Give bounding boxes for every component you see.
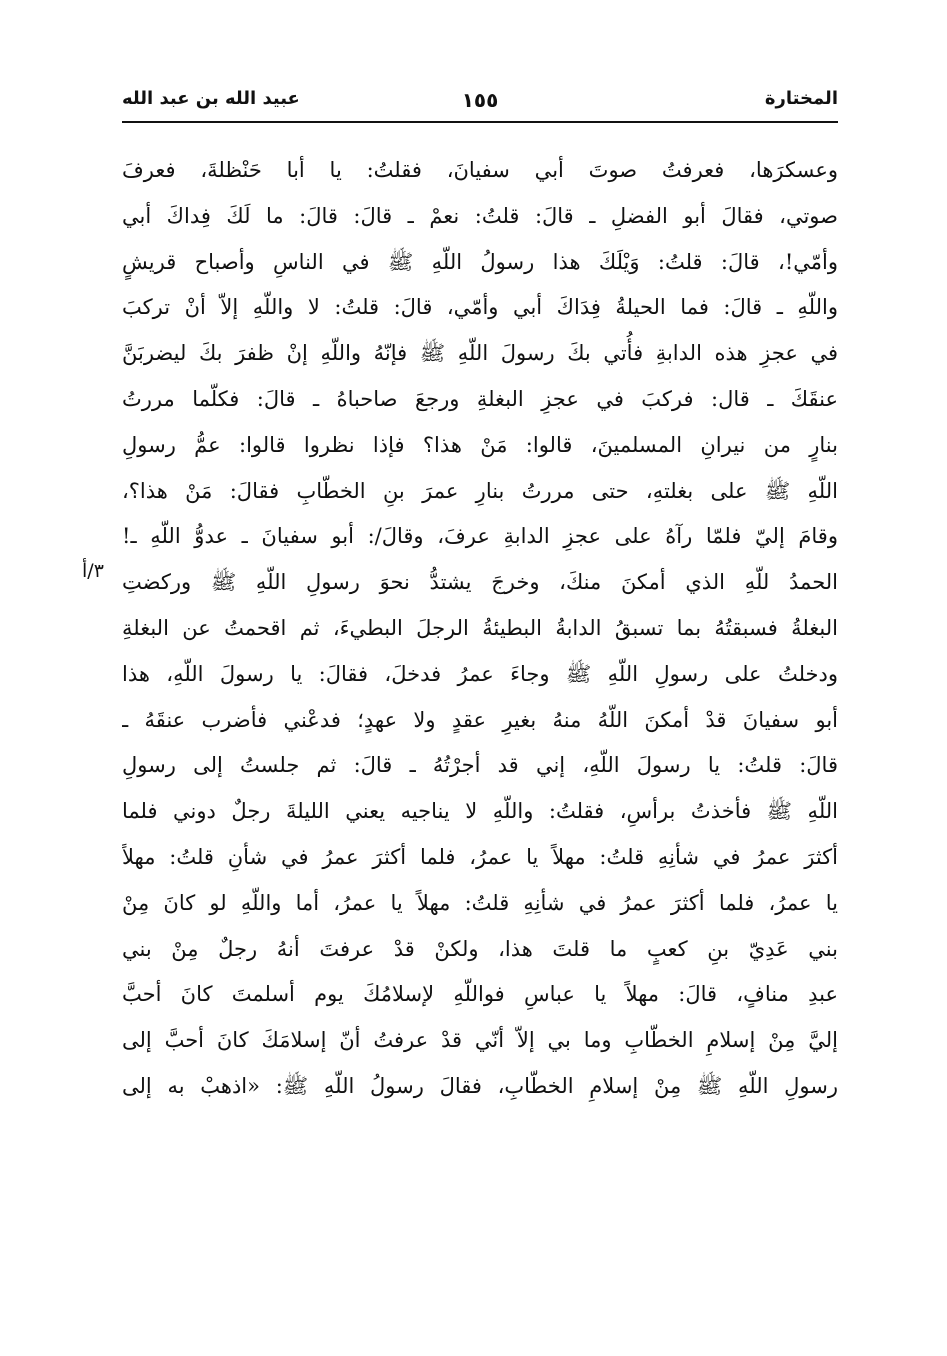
text-line: واللّهِ ـ قالَ: فما الحيلةُ فِدَاكَ أبي وأمّي، قالَ: قلتُ: لا واللّهِ إلاّ أنْ تركبَ: [122, 295, 838, 320]
text-line: يا عمرُ، فلما أكثرَ عمرُ في شأنِهِ قلتُ: مهلاً يا عمرُ، أما واللّهِ لو كانَ مِنْ: [122, 890, 838, 915]
text-line: الحمدُ للّهِ الذي أمكنَ منكَ، وخرجَ يشتدُّ نحوَ رسولِ اللّهِ ﷺ وركضتِ: [122, 570, 838, 595]
text-line: اللّهِ ﷺ على بغلتهِ، حتى مررتُ بنارِ عمرَ بنِ الخطّابِ فقالَ: مَنْ هذا؟،: [122, 478, 838, 503]
text-line: بنارٍ من نيرانِ المسلمينَ، قالوا: مَنْ هذا؟ فإذا نظروا قالوا: عمُّ رسولِ: [122, 432, 838, 457]
text-line: صوتي، فقالَ أبو الفضلِ ـ قالَ: قلتُ: نعمْ ـ قالَ: قالَ: ما لَكَ فِداكَ أبي: [122, 203, 838, 228]
book-title: المختارة: [764, 88, 838, 109]
header-divider: [122, 121, 838, 123]
text-line: أبو سفيانَ قدْ أمكنَ اللّهُ منهُ بغيرِ عقدٍ ولا عهدٍ؛ فدعْني فأضرب عنقَهُ ـ: [122, 707, 838, 732]
margin-note: ٣/أ: [82, 560, 104, 582]
text-line: ودخلتُ على رسولِ اللّهِ ﷺ وجاءَ عمرُ فدخلَ، فقالَ: يا رسولَ اللّهِ، هذا: [122, 661, 838, 686]
text-line: وقامَ إليّ فلمّا رآهُ على عجزِ الدابةِ عرفَ، وقالَ/: أبو سفيانَ ـ عدوُّ اللّهِ ـ!: [122, 524, 838, 549]
page-header: [122, 82, 838, 118]
text-line: اللّهِ ﷺ فأخذتُ برأسِ، فقلتُ: واللّهِ لا يناجيه يعني الليلةَ رجلٌ دوني فلما: [122, 799, 838, 824]
text-line: رسولِ اللّهِ ﷺ مِنْ إسلامِ الخطّابِ، فقالَ رسولُ اللّهِ ﷺ: «اذهبْ به إلى: [122, 1073, 838, 1098]
author-name: عبيد الله بن عبد الله: [122, 88, 300, 109]
text-line: قالَ: قلتُ: يا رسولَ اللّهِ، إني قد أجرْتُهُ ـ قالَ: ثم جلستُ إلى رسولِ: [122, 753, 838, 778]
text-line: البغلةُ فسبقتُهُ بما تسبقُ الدابةُ البطيئةُ الرجلَ البطيءَ، ثم اقحمتُ عن البغلةِ: [122, 615, 838, 640]
text-line: أكثرَ عمرُ في شأنِهِ قلتُ: مهلاً يا عمرُ، فلما أكثرَ عمرُ في شأنِ قلتُ: مهلاً: [122, 844, 838, 869]
text-line: عنقَكَ ـ قال: فركبَ في عجزِ البغلةِ ورجعَ صاحباهُ ـ قالَ: فكلّما مررتُ: [122, 386, 838, 411]
body-text: [122, 148, 838, 1110]
text-line: وأمّي!، قالَ: قلتُ: وَيْلَكَ هذا رسولُ اللّهِ ﷺ في الناسِ وأصباح قريشٍ: [122, 249, 838, 274]
text-line: عبدِ منافٍ، قالَ: مهلاً يا عباسِ فواللّهِ لإسلامُكَ يوم أسلمتَ كانَ أحبَّ: [122, 982, 838, 1007]
text-line: إليَّ مِنْ إسلامِ الخطّابِ وما بي إلاّ أنّي قدْ عرفتُ أنّ إسلامَكَ كانَ أحبَّ إلى: [122, 1028, 838, 1053]
text-line: وعسكرَها، فعرفتُ صوتَ أبي سفيانَ، فقلتُ: يا أبا حَنْظلةَ، فعرفَ: [122, 158, 838, 182]
page-number: ١٥٥: [461, 88, 499, 112]
text-line: بني عَدِيّ بنِ كعبٍ ما قلتَ هذا، ولكنْ قدْ عرفتَ أنهُ رجلٌ مِنْ بني: [122, 936, 838, 961]
text-line: في عجزِ هذه الدابةِ فأُتي بكَ رسولَ اللّهِ ﷺ فإنّهُ واللّهِ إنْ ظفرَ بكَ ليضربَنَّ: [122, 341, 838, 366]
